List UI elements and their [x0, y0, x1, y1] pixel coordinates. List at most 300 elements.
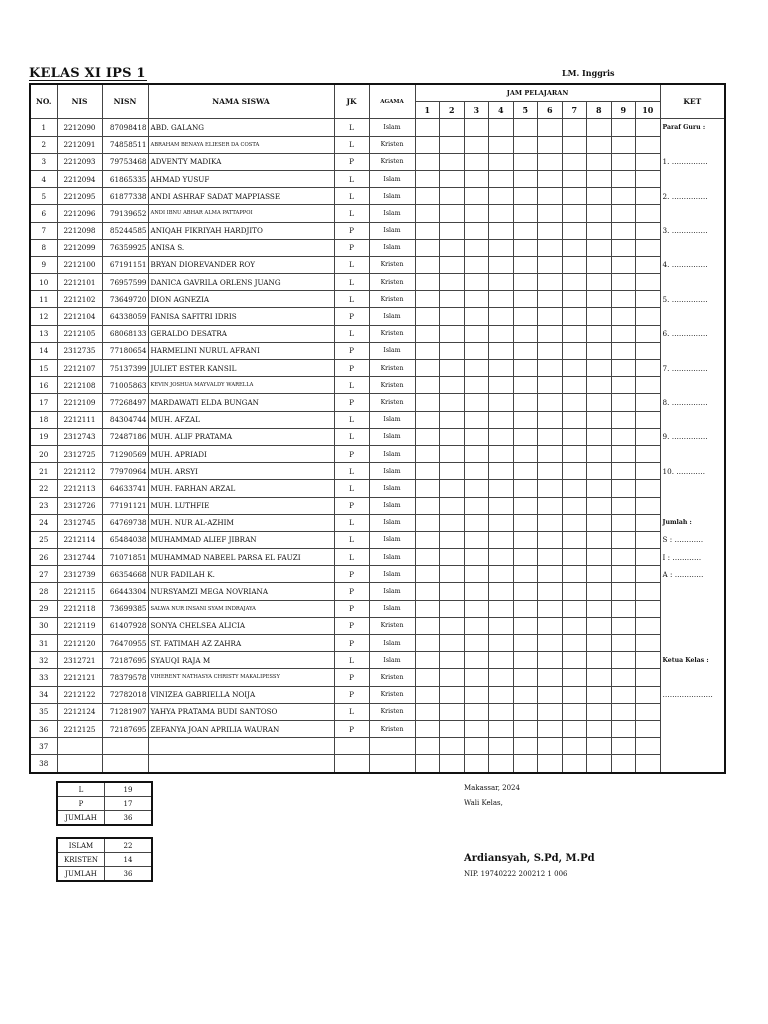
attendance-cell	[538, 342, 563, 359]
cell-nisn: 71290569	[102, 445, 148, 462]
signature-nip: NIP. 19740222 200212 1 006	[464, 870, 568, 878]
header-agama: AGAMA	[369, 84, 415, 119]
cell-jk: P	[334, 635, 369, 652]
attendance-cell	[611, 360, 636, 377]
summary-row	[57, 838, 152, 853]
table-row	[30, 256, 725, 273]
attendance-cell	[587, 308, 612, 325]
attendance-cell	[562, 549, 587, 566]
cell-no: 30	[30, 617, 57, 634]
cell-nis: 2312726	[57, 497, 102, 514]
attendance-cell	[587, 738, 612, 755]
cell-no: 4	[30, 170, 57, 187]
attendance-cell	[636, 136, 661, 153]
attendance-cell	[489, 617, 514, 634]
attendance-cell	[636, 617, 661, 634]
cell-nama-siswa: MUH. FARHAN ARZAL	[148, 480, 334, 497]
cell-no: 11	[30, 291, 57, 308]
attendance-cell	[538, 720, 563, 737]
cell-jk: L	[334, 119, 369, 136]
cell-nisn: 87098418	[102, 119, 148, 136]
attendance-cell	[489, 325, 514, 342]
summary-label: JUMLAH	[57, 867, 105, 882]
summary-label: P	[57, 797, 105, 811]
attendance-cell	[636, 703, 661, 720]
cell-nis: 2212104	[57, 308, 102, 325]
attendance-cell	[538, 497, 563, 514]
cell-nisn: 68068133	[102, 325, 148, 342]
attendance-cell	[562, 411, 587, 428]
attendance-cell	[513, 549, 538, 566]
cell-ket: A : …………	[660, 566, 725, 583]
header-period: 2	[440, 102, 465, 119]
attendance-cell	[587, 325, 612, 342]
table-row	[30, 583, 725, 600]
cell-nis: 2312743	[57, 428, 102, 445]
attendance-cell	[489, 583, 514, 600]
attendance-cell	[538, 703, 563, 720]
table-row	[30, 239, 725, 256]
attendance-cell	[611, 635, 636, 652]
cell-no: 28	[30, 583, 57, 600]
attendance-cell	[513, 566, 538, 583]
attendance-cell	[611, 531, 636, 548]
cell-no: 5	[30, 188, 57, 205]
cell-nisn: 76359925	[102, 239, 148, 256]
cell-agama: Islam	[369, 428, 415, 445]
attendance-cell	[587, 394, 612, 411]
attendance-cell	[611, 755, 636, 773]
attendance-cell	[636, 360, 661, 377]
attendance-cell	[464, 583, 489, 600]
attendance-cell	[611, 291, 636, 308]
cell-agama: Islam	[369, 239, 415, 256]
attendance-cell	[464, 428, 489, 445]
table-row	[30, 188, 725, 205]
header-period: 7	[562, 102, 587, 119]
attendance-cell	[538, 325, 563, 342]
attendance-cell	[587, 566, 612, 583]
cell-no: 15	[30, 360, 57, 377]
attendance-cell	[587, 136, 612, 153]
attendance-cell	[415, 377, 440, 394]
attendance-cell	[587, 239, 612, 256]
cell-nis: 2212090	[57, 119, 102, 136]
attendance-cell	[636, 170, 661, 187]
attendance-cell	[489, 394, 514, 411]
attendance-cell	[636, 755, 661, 773]
attendance-cell	[440, 652, 465, 669]
cell-no: 17	[30, 394, 57, 411]
cell-jk: L	[334, 411, 369, 428]
attendance-cell	[440, 188, 465, 205]
cell-jk: L	[334, 170, 369, 187]
table-row	[30, 480, 725, 497]
attendance-cell	[415, 497, 440, 514]
attendance-cell	[562, 463, 587, 480]
attendance-cell	[415, 239, 440, 256]
attendance-cell	[562, 738, 587, 755]
attendance-cell	[587, 445, 612, 462]
cell-jk: P	[334, 342, 369, 359]
attendance-cell	[587, 256, 612, 273]
attendance-cell	[464, 480, 489, 497]
attendance-cell	[587, 205, 612, 222]
cell-ket	[660, 635, 725, 652]
cell-nama-siswa: DANICA GAVRILA ORLENS JUANG	[148, 274, 334, 291]
attendance-cell	[587, 377, 612, 394]
cell-jk: L	[334, 549, 369, 566]
attendance-cell	[587, 222, 612, 239]
attendance-cell	[415, 600, 440, 617]
cell-nis: 2212118	[57, 600, 102, 617]
attendance-cell	[513, 291, 538, 308]
cell-nama-siswa: ST. FATIMAH AZ ZAHRA	[148, 635, 334, 652]
attendance-cell	[489, 635, 514, 652]
header-period: 9	[611, 102, 636, 119]
cell-agama: Kristen	[369, 256, 415, 273]
attendance-cell	[562, 256, 587, 273]
cell-ket	[660, 755, 725, 773]
attendance-cell	[489, 170, 514, 187]
attendance-cell	[464, 222, 489, 239]
cell-agama: Islam	[369, 497, 415, 514]
summary-value: 19	[105, 782, 153, 797]
attendance-cell	[538, 652, 563, 669]
attendance-cell	[440, 291, 465, 308]
cell-nis: 2212124	[57, 703, 102, 720]
attendance-cell	[562, 445, 587, 462]
attendance-cell	[562, 566, 587, 583]
cell-agama: Kristen	[369, 153, 415, 170]
attendance-cell	[538, 445, 563, 462]
table-row	[30, 222, 725, 239]
cell-ket	[660, 583, 725, 600]
cell-agama: Kristen	[369, 686, 415, 703]
table-row	[30, 308, 725, 325]
cell-jk: P	[334, 566, 369, 583]
cell-no: 12	[30, 308, 57, 325]
attendance-cell	[415, 445, 440, 462]
cell-nama-siswa: ANDI IBNU ABHAR ALMA PATTAPPOI	[148, 205, 334, 222]
attendance-cell	[611, 411, 636, 428]
cell-no: 33	[30, 669, 57, 686]
attendance-cell	[415, 342, 440, 359]
cell-no: 13	[30, 325, 57, 342]
attendance-cell	[538, 531, 563, 548]
attendance-cell	[415, 703, 440, 720]
cell-nama-siswa: VIHERENT NATHASYA CHRISTY MAKALIPESSY	[148, 669, 334, 686]
attendance-cell	[415, 308, 440, 325]
cell-nama-siswa	[148, 755, 334, 773]
attendance-cell	[440, 394, 465, 411]
attendance-cell	[464, 239, 489, 256]
cell-nisn: 78379578	[102, 669, 148, 686]
attendance-cell	[464, 394, 489, 411]
attendance-cell	[538, 549, 563, 566]
attendance-cell	[538, 755, 563, 773]
attendance-cell	[513, 617, 538, 634]
cell-nama-siswa: MUHAMMAD NABEEL PARSA EL FAUZI	[148, 549, 334, 566]
cell-jk: L	[334, 480, 369, 497]
attendance-cell	[489, 497, 514, 514]
cell-jk: L	[334, 531, 369, 548]
attendance-cell	[415, 738, 440, 755]
cell-nisn: 75137399	[102, 360, 148, 377]
attendance-cell	[611, 274, 636, 291]
attendance-cell	[489, 291, 514, 308]
attendance-cell	[538, 686, 563, 703]
attendance-cell	[587, 635, 612, 652]
cell-nama-siswa: MUH. LUTHFIE	[148, 497, 334, 514]
table-row	[30, 497, 725, 514]
cell-nisn: 72487186	[102, 428, 148, 445]
attendance-cell	[636, 720, 661, 737]
table-row	[30, 170, 725, 187]
cell-nama-siswa: YAHYA PRATAMA BUDI SANTOSO	[148, 703, 334, 720]
attendance-cell	[636, 394, 661, 411]
attendance-cell	[513, 411, 538, 428]
cell-jk: P	[334, 394, 369, 411]
cell-nis: 2312721	[57, 652, 102, 669]
cell-jk: P	[334, 497, 369, 514]
attendance-cell	[440, 428, 465, 445]
attendance-cell	[464, 188, 489, 205]
cell-jk: L	[334, 703, 369, 720]
cell-jk: P	[334, 583, 369, 600]
attendance-cell	[489, 274, 514, 291]
cell-jk: P	[334, 360, 369, 377]
attendance-cell	[562, 514, 587, 531]
cell-nisn: 64338059	[102, 308, 148, 325]
attendance-cell	[464, 274, 489, 291]
attendance-cell	[464, 566, 489, 583]
attendance-cell	[440, 274, 465, 291]
attendance-cell	[636, 549, 661, 566]
attendance-cell	[440, 755, 465, 773]
attendance-cell	[636, 600, 661, 617]
header-jk: JK	[334, 84, 369, 119]
attendance-cell	[440, 703, 465, 720]
attendance-cell	[587, 342, 612, 359]
attendance-cell	[489, 377, 514, 394]
cell-no: 19	[30, 428, 57, 445]
attendance-cell	[636, 514, 661, 531]
attendance-cell	[489, 686, 514, 703]
attendance-cell	[489, 600, 514, 617]
cell-nisn: 72187695	[102, 652, 148, 669]
cell-nama-siswa: ADVENTY MADIKA	[148, 153, 334, 170]
cell-nama-siswa: MUHAMMAD ALIEF JIBRAN	[148, 531, 334, 548]
attendance-cell	[513, 480, 538, 497]
attendance-cell	[489, 308, 514, 325]
attendance-cell	[513, 445, 538, 462]
attendance-cell	[538, 394, 563, 411]
cell-nis: 2212107	[57, 360, 102, 377]
attendance-cell	[538, 274, 563, 291]
cell-nis: 2212125	[57, 720, 102, 737]
attendance-cell	[464, 411, 489, 428]
cell-ket: I : …………	[660, 549, 725, 566]
cell-agama: Islam	[369, 514, 415, 531]
attendance-cell	[611, 170, 636, 187]
cell-agama	[369, 755, 415, 773]
cell-no: 24	[30, 514, 57, 531]
attendance-cell	[415, 153, 440, 170]
attendance-cell	[464, 256, 489, 273]
cell-jk: L	[334, 428, 369, 445]
cell-nisn: 61877338	[102, 188, 148, 205]
attendance-cell	[636, 256, 661, 273]
cell-no: 23	[30, 497, 57, 514]
attendance-cell	[562, 325, 587, 342]
attendance-cell	[415, 514, 440, 531]
cell-ket	[660, 411, 725, 428]
cell-agama: Islam	[369, 342, 415, 359]
attendance-cell	[636, 428, 661, 445]
cell-agama: Kristen	[369, 325, 415, 342]
cell-agama: Islam	[369, 188, 415, 205]
cell-nama-siswa: VINIZEA GABRIELLA NOIJA	[148, 686, 334, 703]
attendance-cell	[587, 686, 612, 703]
cell-nama-siswa: ZEFANYA JOAN APRILIA WAURAN	[148, 720, 334, 737]
cell-nis: 2212122	[57, 686, 102, 703]
cell-nis: 2312725	[57, 445, 102, 462]
attendance-cell	[611, 119, 636, 136]
attendance-cell	[415, 205, 440, 222]
attendance-cell	[415, 428, 440, 445]
cell-no: 2	[30, 136, 57, 153]
attendance-cell	[562, 686, 587, 703]
summary-row	[57, 797, 152, 811]
attendance-cell	[489, 222, 514, 239]
table-row	[30, 566, 725, 583]
attendance-cell	[562, 136, 587, 153]
attendance-cell	[587, 549, 612, 566]
attendance-cell	[611, 222, 636, 239]
attendance-cell	[562, 239, 587, 256]
cell-nisn: 64769738	[102, 514, 148, 531]
attendance-cell	[440, 480, 465, 497]
cell-nama-siswa: MUH. AFZAL	[148, 411, 334, 428]
attendance-cell	[636, 635, 661, 652]
attendance-cell	[415, 720, 440, 737]
cell-nama-siswa: MUH. APRIADI	[148, 445, 334, 462]
attendance-cell	[415, 755, 440, 773]
attendance-cell	[440, 308, 465, 325]
cell-nama-siswa: FANISA SAFITRI IDRIS	[148, 308, 334, 325]
attendance-cell	[513, 720, 538, 737]
cell-no: 31	[30, 635, 57, 652]
cell-ket: 4. ……………	[660, 256, 725, 273]
cell-nis: 2312744	[57, 549, 102, 566]
header-period: 4	[489, 102, 514, 119]
attendance-cell	[415, 463, 440, 480]
attendance-cell	[489, 549, 514, 566]
table-row	[30, 274, 725, 291]
attendance-cell	[513, 342, 538, 359]
attendance-cell	[562, 205, 587, 222]
attendance-cell	[611, 566, 636, 583]
attendance-cell	[562, 480, 587, 497]
cell-nama-siswa: SYAUQI RAJA M	[148, 652, 334, 669]
attendance-cell	[415, 291, 440, 308]
cell-jk: P	[334, 686, 369, 703]
attendance-cell	[538, 635, 563, 652]
cell-agama: Kristen	[369, 291, 415, 308]
attendance-cell	[611, 583, 636, 600]
summary-row	[57, 811, 152, 826]
summary-value: 36	[105, 811, 153, 826]
attendance-cell	[489, 463, 514, 480]
attendance-cell	[611, 497, 636, 514]
cell-jk: L	[334, 136, 369, 153]
attendance-cell	[464, 342, 489, 359]
attendance-cell	[489, 153, 514, 170]
cell-nama-siswa	[148, 738, 334, 755]
attendance-cell	[489, 342, 514, 359]
cell-nama-siswa: NUR FADILAH K.	[148, 566, 334, 583]
cell-ket	[660, 703, 725, 720]
attendance-cell	[415, 222, 440, 239]
attendance-cell	[489, 566, 514, 583]
cell-nama-siswa: MARDAWATI ELDA BUNGAN	[148, 394, 334, 411]
cell-nama-siswa: AHMAD YUSUF	[148, 170, 334, 187]
cell-nama-siswa: HARMELINI NURUL AFRANI	[148, 342, 334, 359]
attendance-cell	[464, 669, 489, 686]
attendance-cell	[440, 222, 465, 239]
attendance-cell	[611, 188, 636, 205]
cell-jk: L	[334, 377, 369, 394]
attendance-cell	[415, 136, 440, 153]
table-row	[30, 463, 725, 480]
attendance-cell	[415, 188, 440, 205]
attendance-cell	[489, 239, 514, 256]
attendance-cell	[636, 531, 661, 548]
attendance-cell	[440, 205, 465, 222]
cell-ket: 8. ……………	[660, 394, 725, 411]
cell-no: 1	[30, 119, 57, 136]
table-row	[30, 119, 725, 136]
attendance-cell	[415, 669, 440, 686]
attendance-cell	[489, 188, 514, 205]
attendance-cell	[587, 480, 612, 497]
attendance-cell	[440, 256, 465, 273]
cell-agama	[369, 738, 415, 755]
cell-ket	[660, 600, 725, 617]
cell-nis: 2212095	[57, 188, 102, 205]
attendance-cell	[611, 720, 636, 737]
attendance-cell	[464, 531, 489, 548]
cell-ket: 5. ……………	[660, 291, 725, 308]
cell-agama: Kristen	[369, 720, 415, 737]
cell-jk: L	[334, 188, 369, 205]
cell-nisn: 74858511	[102, 136, 148, 153]
attendance-cell	[415, 617, 440, 634]
attendance-cell	[636, 463, 661, 480]
attendance-cell	[513, 170, 538, 187]
cell-agama: Kristen	[369, 377, 415, 394]
summary-row	[57, 867, 152, 882]
cell-nisn: 64633741	[102, 480, 148, 497]
attendance-cell	[440, 686, 465, 703]
cell-nisn: 76470955	[102, 635, 148, 652]
cell-ket: 2. ……………	[660, 188, 725, 205]
cell-nis: 2212100	[57, 256, 102, 273]
attendance-cell	[489, 445, 514, 462]
cell-nisn: 66354668	[102, 566, 148, 583]
table-row	[30, 549, 725, 566]
